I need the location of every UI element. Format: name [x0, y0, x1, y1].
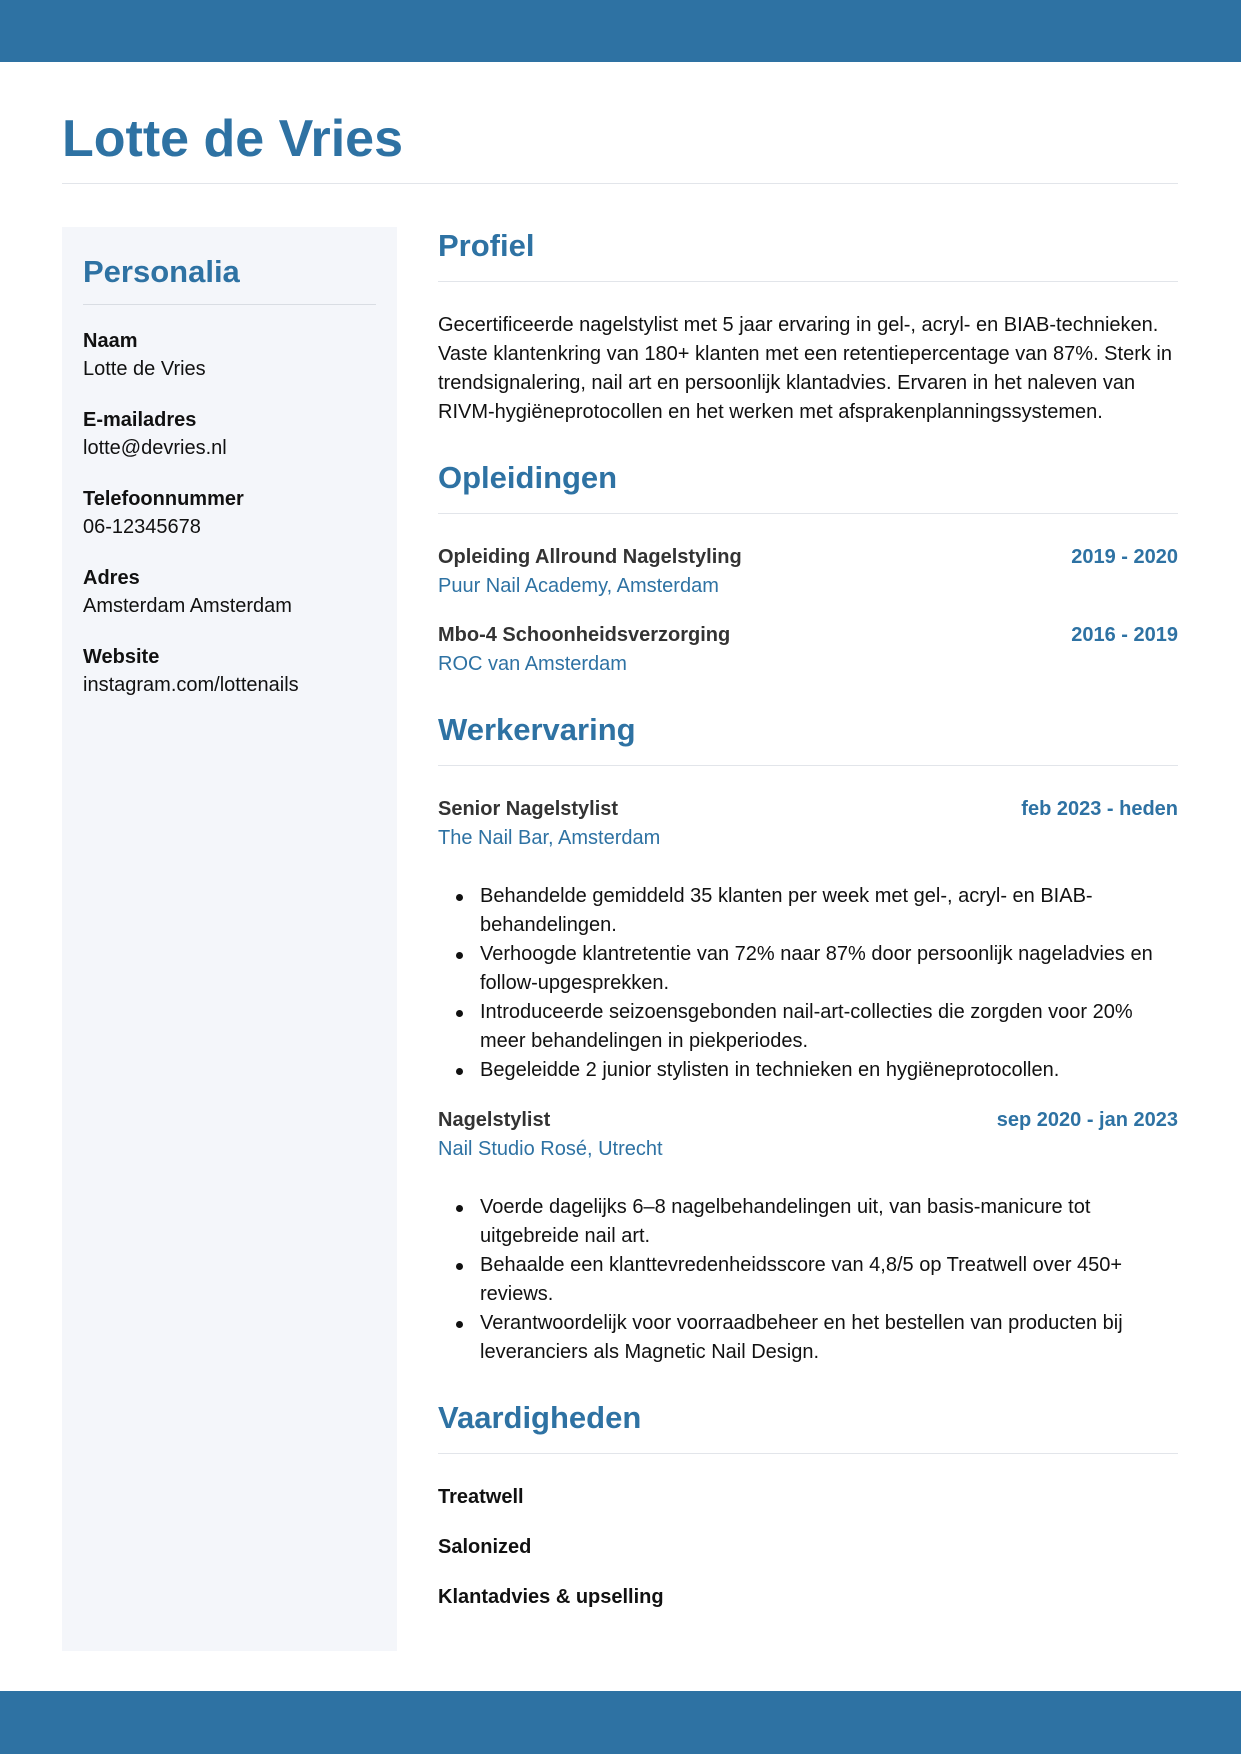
entry-title: Senior Nagelstylist — [438, 798, 619, 820]
entry-date: feb 2023 - heden — [1021, 798, 1178, 820]
footer-bar — [0, 1691, 1241, 1754]
education-item — [438, 621, 1178, 679]
entry-header — [438, 543, 1178, 572]
skills-section — [438, 1397, 1178, 1612]
skill-item: Salonized — [438, 1536, 532, 1558]
section-divider — [438, 281, 1178, 282]
entry-title: Opleiding Allround Nagelstyling — [438, 546, 742, 568]
title-divider — [62, 183, 1178, 184]
experience-section — [438, 709, 1178, 1367]
section-title: Vaardigheden — [438, 1400, 642, 1435]
entry-header — [438, 621, 1178, 650]
main-content — [438, 225, 1178, 1612]
list-item: Behandelde gemiddeld 35 klanten per week met gel-, acryl- en BIAB-behandelingen. — [480, 882, 1178, 940]
section-title: Werkervaring — [438, 712, 636, 747]
entry-organization: Nail Studio Rosé, Utrecht — [438, 1138, 663, 1160]
section-divider — [438, 1453, 1178, 1454]
entry-header — [438, 1106, 1178, 1135]
website-link[interactable]: instagram.com/lottenails — [83, 674, 299, 696]
profile-text: Gecertificeerde nagelstylist met 5 jaar ervaring in gel-, acryl- en BIAB-technieken. Vaste klantenkring van 180+ klanten met een retentiepercentage van 87%. Sterk in trendsignalering, nail art en persoonlijk klantadvies. Ervaren in het naleven van RIVM-hygiëneprotocollen en het werken met afsprakenplanningssystemen. — [438, 314, 1172, 423]
entry-date: 2016 - 2019 — [1071, 624, 1178, 646]
personal-info-sidebar — [62, 227, 397, 1651]
list-item: Voerde dagelijks 6–8 nagelbehandelingen uit, van basis-manicure tot uitgebreide nail art. — [480, 1193, 1178, 1251]
field-label: Telefoonnummer — [83, 488, 244, 510]
education-section — [438, 457, 1178, 679]
experience-item — [438, 795, 1178, 1085]
sidebar-divider — [83, 304, 376, 305]
section-divider — [438, 765, 1178, 766]
experience-item — [438, 1106, 1178, 1367]
entry-title: Mbo-4 Schoonheidsverzorging — [438, 624, 731, 646]
skill-item: Treatwell — [438, 1486, 524, 1508]
list-item: Verantwoordelijk voor voorraadbeheer en het bestellen van producten bij leveranciers als Magnetic Nail Design. — [480, 1309, 1178, 1367]
field-label: Adres — [83, 567, 140, 589]
field-value: 06-12345678 — [83, 516, 201, 538]
achievement-list — [438, 882, 1178, 1085]
list-item: Behaalde een klanttevredenheidsscore van 4,8/5 op Treatwell over 450+ reviews. — [480, 1251, 1178, 1309]
header-bar — [0, 0, 1241, 62]
profile-section — [438, 225, 1178, 427]
entry-organization: The Nail Bar, Amsterdam — [438, 827, 661, 849]
field-label: E-mailadres — [83, 409, 197, 431]
field-name — [83, 327, 376, 384]
page-title: Lotte de Vries — [62, 110, 403, 168]
field-label: Naam — [83, 330, 138, 352]
list-item: Begeleidde 2 junior stylisten in technieken en hygiëneprotocollen. — [480, 1056, 1178, 1085]
sidebar-title: Personalia — [83, 254, 240, 289]
entry-title: Nagelstylist — [438, 1109, 551, 1131]
entry-date: sep 2020 - jan 2023 — [996, 1109, 1178, 1131]
field-phone — [83, 485, 376, 542]
entry-organization: Puur Nail Academy, Amsterdam — [438, 575, 719, 597]
education-item — [438, 543, 1178, 601]
field-website — [83, 643, 376, 700]
field-label: Website — [83, 646, 160, 668]
field-value: Lotte de Vries — [83, 358, 206, 380]
section-title: Opleidingen — [438, 460, 618, 495]
list-item: Introduceerde seizoensgebonden nail-art-collecties die zorgden voor 20% meer behandelingen in piekperiodes. — [480, 998, 1178, 1056]
field-address — [83, 564, 376, 621]
field-value: Amsterdam Amsterdam — [83, 595, 292, 617]
section-divider — [438, 513, 1178, 514]
entry-date: 2019 - 2020 — [1071, 546, 1178, 568]
section-title: Profiel — [438, 228, 535, 263]
entry-header — [438, 795, 1178, 824]
entry-organization: ROC van Amsterdam — [438, 653, 627, 675]
field-email — [83, 406, 376, 463]
email-link[interactable]: lotte@devries.nl — [83, 437, 227, 459]
skill-item: Klantadvies & upselling — [438, 1586, 664, 1608]
list-item: Verhoogde klantretentie van 72% naar 87% door persoonlijk nageladvies en follow-upgesprekken. — [480, 940, 1178, 998]
achievement-list — [438, 1193, 1178, 1367]
